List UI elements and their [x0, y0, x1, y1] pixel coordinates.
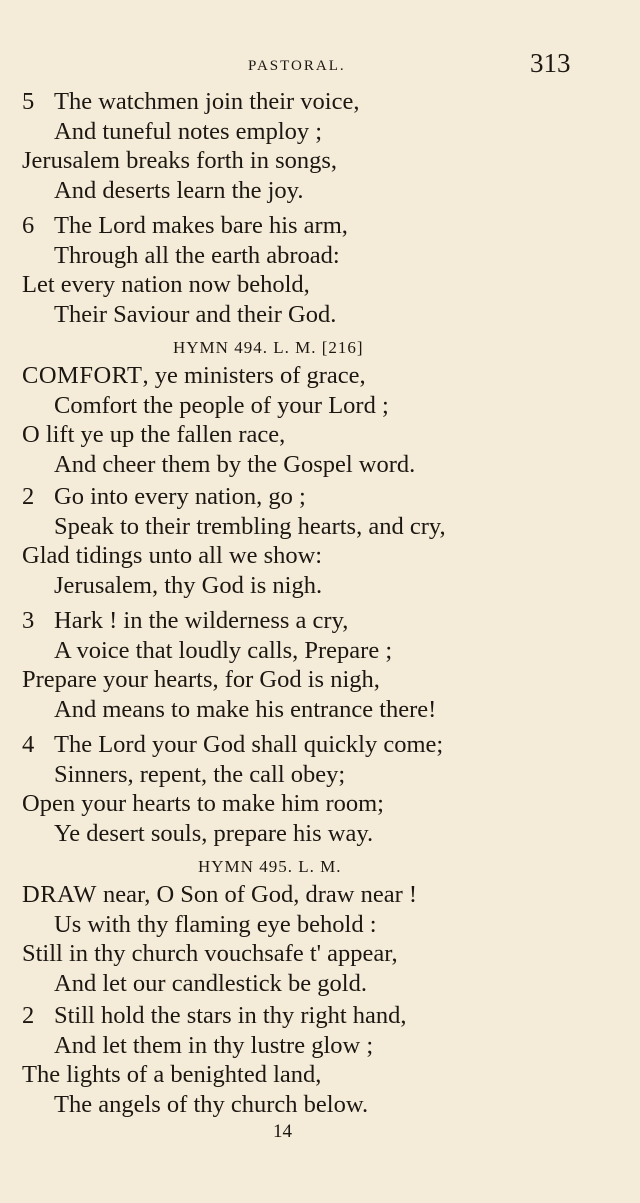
running-head: PASTORAL.: [248, 58, 346, 74]
verse-line: [22, 1090, 622, 1120]
verse-text: Open your hearts to make him room;: [22, 790, 384, 817]
stanza: [22, 730, 622, 848]
verse-text: Let every nation now behold,: [22, 271, 310, 298]
verse-text: The lights of a benighted land,: [22, 1061, 322, 1088]
hymn-first-word: DRAW: [22, 881, 97, 908]
verse-line: [22, 789, 622, 819]
verse-text: The watchmen join their voice,: [54, 88, 360, 115]
stanza: [22, 1001, 622, 1119]
page-header: [0, 48, 640, 82]
verse-line: [22, 146, 622, 176]
stanza-number: 4: [22, 731, 35, 758]
verse-text: Comfort the people of your Lord ;: [54, 391, 389, 419]
verse-line: [22, 270, 622, 300]
verse-line: [22, 969, 622, 999]
hymn-heading: HYMN 495. L. M.: [198, 857, 342, 876]
stanza: [22, 606, 622, 724]
verse-line: [22, 300, 622, 330]
stanza: [22, 361, 622, 479]
verse-text: Still in thy church vouchsafe t' appear,: [22, 940, 398, 967]
stanza-number: 5: [22, 88, 35, 115]
verse-line: [22, 361, 622, 391]
verse-text: And let our candlestick be gold.: [54, 969, 367, 997]
signature-mark: 14: [273, 1121, 292, 1142]
verse-line: [22, 450, 622, 480]
verse-line: [22, 760, 622, 790]
verse-line: [22, 819, 622, 849]
verse-text: Ye desert souls, prepare his way.: [54, 819, 374, 847]
verse-text: , ye ministers of grace,: [142, 362, 366, 389]
verse-line: [22, 636, 622, 666]
verse-text: Jerusalem breaks forth in songs,: [22, 147, 338, 174]
verse-line: [22, 939, 622, 969]
verse-text: O lift ye up the fallen race,: [22, 421, 286, 448]
hymn-first-word: COMFORT: [22, 362, 143, 389]
verse-line: [22, 541, 622, 571]
verse-line: [22, 665, 622, 695]
verse-line: [22, 420, 622, 450]
verse-text: A voice that loudly calls, Prepare ;: [54, 636, 393, 664]
stanza-number: 2: [22, 483, 35, 510]
verse-text: Jerusalem, thy God is nigh.: [54, 571, 323, 599]
verse-text: And let them in thy lustre glow ;: [54, 1031, 374, 1059]
verse-text: Their Saviour and their God.: [54, 300, 337, 328]
verse-text: Speak to their trembling hearts, and cry,: [54, 512, 446, 540]
verse-text: near, O Son of God, draw near !: [96, 881, 418, 908]
stanza-number: 3: [22, 607, 35, 634]
verse-text: Through all the earth abroad:: [54, 241, 340, 269]
verse-text: The angels of thy church below.: [54, 1090, 369, 1118]
stanza: [22, 880, 622, 998]
verse-line: [22, 1001, 622, 1031]
verse-text: Hark ! in the wilderness a cry,: [54, 607, 349, 634]
verse-text: The Lord your God shall quickly come;: [54, 731, 444, 758]
verse-text: And means to make his entrance there!: [54, 695, 437, 723]
verse-line: [22, 241, 622, 271]
page-number: 313: [530, 48, 571, 78]
verse-text: Glad tidings unto all we show:: [22, 542, 323, 569]
verse-line: [22, 482, 622, 512]
stanza-number: 2: [22, 1002, 35, 1029]
stanza: [22, 482, 622, 600]
verse-line: [22, 910, 622, 940]
verse-line: [22, 1031, 622, 1061]
verse-line: [22, 117, 622, 147]
verse-text: And tuneful notes employ ;: [54, 117, 323, 145]
verse-line: [22, 571, 622, 601]
stanza-number: 6: [22, 212, 35, 239]
stanza: [22, 211, 622, 329]
verse-text: And cheer them by the Gospel word.: [54, 450, 416, 478]
verse-text: The Lord makes bare his arm,: [54, 212, 348, 239]
verse-text: Us with thy flaming eye behold :: [54, 910, 377, 938]
verse-line: [22, 512, 622, 542]
verse-line: [22, 880, 622, 910]
verse-line: [22, 211, 622, 241]
verse-text: Go into every nation, go ;: [54, 483, 306, 510]
verse-line: [22, 1060, 622, 1090]
verse-text: And deserts learn the joy.: [54, 176, 304, 204]
verse-line: [22, 606, 622, 636]
verse-line: [22, 391, 622, 421]
verse-line: [22, 176, 622, 206]
verse-line: [22, 730, 622, 760]
verse-text: Still hold the stars in thy right hand,: [54, 1002, 407, 1029]
verse-line: [22, 695, 622, 725]
verse-text: Prepare your hearts, for God is nigh,: [22, 666, 380, 693]
hymn-heading: HYMN 494. L. M. [216]: [173, 338, 364, 357]
stanza: [22, 87, 622, 205]
verse-text: Sinners, repent, the call obey;: [54, 760, 346, 788]
page-body: [22, 87, 622, 1125]
verse-line: [22, 87, 622, 117]
